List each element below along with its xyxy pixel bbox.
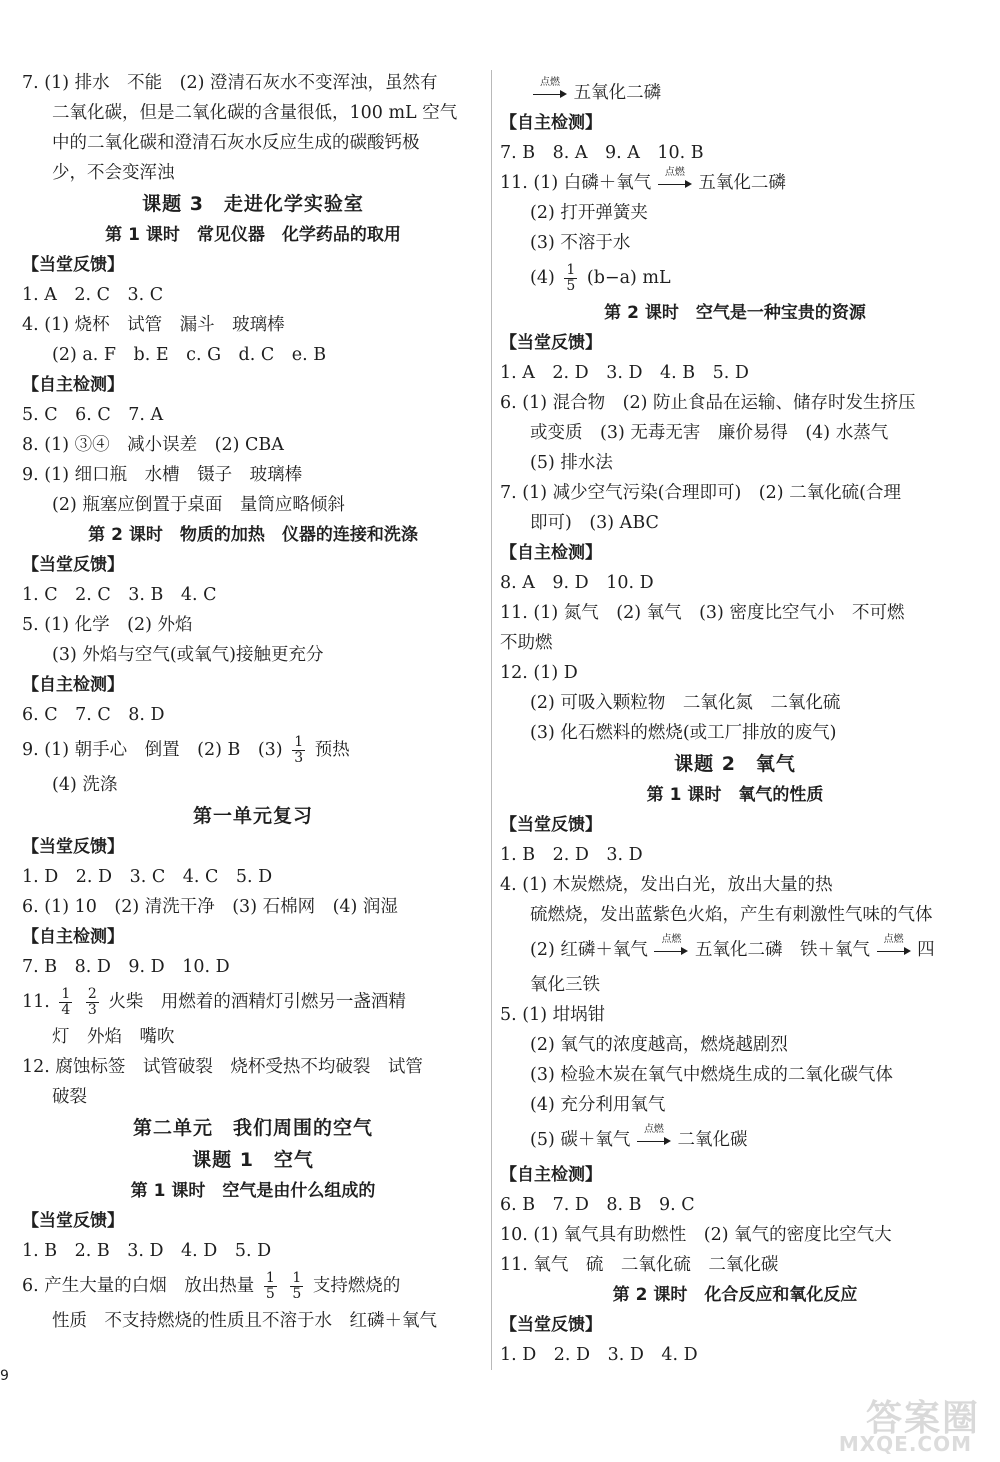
answer-line: 1. D 2. D 3. C 4. C 5. D xyxy=(22,867,273,887)
text-segment: 五氧化二磷 xyxy=(698,173,786,193)
answer-line: 1. B 2. B 3. D 4. D 5. D xyxy=(22,1241,272,1261)
denominator: 3 xyxy=(87,1002,97,1018)
section-heading: 【当堂反馈】 xyxy=(500,333,602,353)
answer-line: (5) 排水法 xyxy=(530,453,613,473)
reaction-arrow xyxy=(654,933,688,958)
answer-line: 12. (1) D xyxy=(500,663,578,683)
answer-line: 5. (1) 坩埚钳 xyxy=(500,1005,606,1025)
section-heading: 【自主检测】 xyxy=(22,927,124,947)
text-segment: 火柴 用燃着的酒精灯引燃另一盏酒精 xyxy=(108,992,406,1012)
answer-line: 7. (1) 排水 不能 (2) 澄清石灰水不变浑浊，虽然有 xyxy=(22,73,438,93)
section-heading: 【自主检测】 xyxy=(22,675,124,695)
page-number: 9 xyxy=(0,1368,9,1384)
fraction xyxy=(264,1271,277,1302)
section-heading: 【自主检测】 xyxy=(500,543,602,563)
numerator: 1 xyxy=(294,734,304,750)
answer-line: 6. B 7. D 8. B 9. C xyxy=(500,1195,695,1215)
lesson-title: 第 1 课时 空气是由什么组成的 xyxy=(130,1181,376,1201)
answer-line: 12. 腐蚀标签 试管破裂 烧杯受热不均破裂 试管 xyxy=(22,1057,423,1077)
lesson-title: 第 2 课时 物质的加热 仪器的连接和洗涤 xyxy=(88,525,418,545)
answer-line xyxy=(22,730,484,770)
answer-line: 性质 不支持燃烧的性质且不溶于水 红磷＋氧气 xyxy=(52,1311,437,1331)
answer-line: 5. (1) 化学 (2) 外焰 xyxy=(22,615,193,635)
lesson-title: 第 2 课时 空气是一种宝贵的资源 xyxy=(604,303,866,323)
text-segment: (4) xyxy=(530,268,555,288)
watermark-logo xyxy=(806,1390,986,1460)
lesson-title: 第 2 课时 化合反应和氧化反应 xyxy=(612,1285,858,1305)
answer-line: (2) 打开弹簧夹 xyxy=(530,203,648,223)
answer-line: 4. (1) 木炭燃烧，发出白光，放出大量的热 xyxy=(500,875,833,895)
arrow-condition: 点燃 xyxy=(540,76,560,88)
answer-line xyxy=(500,258,970,298)
text-segment: 支持燃烧的 xyxy=(312,1276,401,1296)
answer-line: 10. (1) 氧气具有助燃性 (2) 氧气的密度比空气大 xyxy=(500,1225,892,1245)
answer-line: 不助燃 xyxy=(500,633,553,653)
text-segment: 二氧化碳 xyxy=(677,1130,748,1150)
unit-title: 第二单元 我们周围的空气 xyxy=(132,1117,373,1139)
answer-line: 7. B 8. A 9. A 10. B xyxy=(500,143,704,163)
watermark-text: 答案圈 xyxy=(865,1398,980,1439)
reaction-arrow xyxy=(533,76,567,101)
answer-line: 1. D 2. D 3. D 4. D xyxy=(500,1345,698,1365)
section-heading: 【自主检测】 xyxy=(500,1165,602,1185)
denominator: 5 xyxy=(265,1286,275,1302)
answer-line: (2) 氧气的浓度越高，燃烧越剧烈 xyxy=(530,1035,788,1055)
review-title: 第一单元复习 xyxy=(192,805,313,827)
text-segment: 预热 xyxy=(314,740,350,760)
answer-line: 1. B 2. D 3. D xyxy=(500,845,643,865)
answer-line: 二氧化碳，但是二氧化碳的含量很低，100 mL 空气 xyxy=(52,103,458,123)
text-segment: 9. (1) 朝手心 倒置 (2) B (3) xyxy=(22,740,283,760)
section-heading: 【当堂反馈】 xyxy=(500,815,602,835)
topic-title: 课题 3 走进化学实验室 xyxy=(142,193,364,215)
answer-line: 5. C 6. C 7. A xyxy=(22,405,164,425)
numerator: 1 xyxy=(265,1270,275,1286)
text-segment: 11. xyxy=(22,992,50,1012)
arrow-condition: 点燃 xyxy=(883,933,904,945)
answer-line: 硫燃烧，发出蓝紫色火焰，产生有刺激性气味的气体 xyxy=(530,905,933,925)
answer-line: 6. C 7. C 8. D xyxy=(22,705,165,725)
arrow-condition: 点燃 xyxy=(661,933,682,945)
arrow-condition: 点燃 xyxy=(664,166,685,178)
answer-line xyxy=(22,982,484,1022)
watermark-url: MXQE.COM xyxy=(838,1432,972,1456)
answer-line: 7. B 8. D 9. D 10. D xyxy=(22,957,230,977)
numerator: 1 xyxy=(61,986,71,1002)
text-segment: 五氧化二磷 xyxy=(573,83,662,103)
answer-line: 1. A 2. D 3. D 4. B 5. D xyxy=(500,363,749,383)
answer-line: 1. C 2. C 3. B 4. C xyxy=(22,585,217,605)
answer-line: 6. (1) 10 (2) 清洗干净 (3) 石棉网 (4) 润湿 xyxy=(22,897,398,917)
answer-line: 4. (1) 烧杯 试管 漏斗 玻璃棒 xyxy=(22,315,285,335)
answer-line: (3) 化石燃料的燃烧(或工厂排放的废气) xyxy=(530,723,837,743)
section-heading: 【当堂反馈】 xyxy=(22,837,124,857)
answer-line xyxy=(500,168,970,198)
reaction-arrow xyxy=(658,166,692,191)
lesson-title: 第 1 课时 常见仪器 化学药品的取用 xyxy=(105,225,401,245)
section-heading: 【自主检测】 xyxy=(500,113,602,133)
answer-line: 少，不会变浑浊 xyxy=(52,163,175,183)
answer-line: 灯 外焰 嘴吹 xyxy=(52,1027,175,1047)
answer-line: 1. A 2. C 3. C xyxy=(22,285,164,305)
answer-line xyxy=(500,78,970,108)
lesson-title: 第 1 课时 氧气的性质 xyxy=(646,785,824,805)
denominator: 3 xyxy=(294,750,304,766)
text-segment: 11. (1) 白磷＋氧气 xyxy=(500,173,652,193)
answer-line: (4) 洗涤 xyxy=(52,775,118,795)
answer-line: 中的二氧化碳和澄清石灰水反应生成的碳酸钙极 xyxy=(52,133,420,153)
answer-line: (3) 检验木炭在氧气中燃烧生成的二氧化碳气体 xyxy=(530,1065,893,1085)
answer-line: 或变质 (3) 无毒无害 廉价易得 (4) 水蒸气 xyxy=(530,423,889,443)
answer-line: 8. A 9. D 10. D xyxy=(500,573,654,593)
answer-line: (2) 瓶塞应倒置于桌面 量筒应略倾斜 xyxy=(52,495,345,515)
text-segment: (5) 碳＋氧气 xyxy=(530,1130,631,1150)
answer-line: (2) a. F b. E c. G d. C e. B xyxy=(52,345,327,365)
fraction xyxy=(292,735,305,766)
text-segment: 五氧化二磷 铁＋氧气 xyxy=(695,940,871,960)
answer-line: 9. (1) 细口瓶 水槽 镊子 玻璃棒 xyxy=(22,465,303,485)
answer-line: (2) 可吸入颗粒物 二氧化氮 二氧化硫 xyxy=(530,693,841,713)
text-segment: (2) 红磷＋氧气 xyxy=(530,940,648,960)
arrow-condition: 点燃 xyxy=(643,1123,664,1135)
column-divider xyxy=(491,70,492,1370)
answer-line xyxy=(22,1266,484,1306)
reaction-arrow xyxy=(877,933,911,958)
right-column xyxy=(500,78,970,1370)
denominator: 5 xyxy=(566,278,576,294)
answer-line: (3) 外焰与空气(或氧气)接触更充分 xyxy=(52,645,324,665)
section-heading: 【当堂反馈】 xyxy=(22,555,124,575)
denominator: 4 xyxy=(61,1002,71,1018)
answer-line: 破裂 xyxy=(52,1087,87,1107)
left-column xyxy=(22,68,484,1336)
fraction xyxy=(86,987,99,1018)
fraction xyxy=(59,987,72,1018)
denominator: 5 xyxy=(292,1286,302,1302)
numerator: 1 xyxy=(292,1270,302,1286)
answer-line: 氧化三铁 xyxy=(530,975,600,995)
answer-line: 11. 氧气 硫 二氧化硫 二氧化碳 xyxy=(500,1255,779,1275)
text-segment: (b−a) mL xyxy=(586,268,671,288)
answer-line: (3) 不溶于水 xyxy=(530,233,631,253)
numerator: 1 xyxy=(566,262,576,278)
section-heading: 【当堂反馈】 xyxy=(22,255,124,275)
reaction-arrow xyxy=(637,1123,671,1148)
section-heading: 【自主检测】 xyxy=(22,375,124,395)
fraction xyxy=(290,1271,303,1302)
section-heading: 【当堂反馈】 xyxy=(22,1211,124,1231)
answer-line: 7. (1) 减少空气污染(合理即可) (2) 二氧化硫(合理 xyxy=(500,483,901,503)
answer-line: 即可) (3) ABC xyxy=(530,513,659,533)
answer-line: (4) 充分利用氧气 xyxy=(530,1095,666,1115)
text-segment: 四 xyxy=(917,940,935,960)
topic-title: 课题 2 氧气 xyxy=(674,753,796,775)
section-heading: 【当堂反馈】 xyxy=(500,1315,602,1335)
topic-title: 课题 1 空气 xyxy=(192,1149,314,1171)
answer-line xyxy=(500,1120,970,1160)
answer-line: 8. (1) ③④ 减小误差 (2) CBA xyxy=(22,435,284,455)
numerator: 2 xyxy=(87,986,97,1002)
fraction xyxy=(564,263,577,294)
text-segment: 6. 产生大量的白烟 放出热量 xyxy=(22,1276,255,1296)
answer-line: 11. (1) 氮气 (2) 氧气 (3) 密度比空气小 不可燃 xyxy=(500,603,905,623)
answer-line: 6. (1) 混合物 (2) 防止食品在运输、储存时发生挤压 xyxy=(500,393,916,413)
answer-line xyxy=(500,930,970,970)
